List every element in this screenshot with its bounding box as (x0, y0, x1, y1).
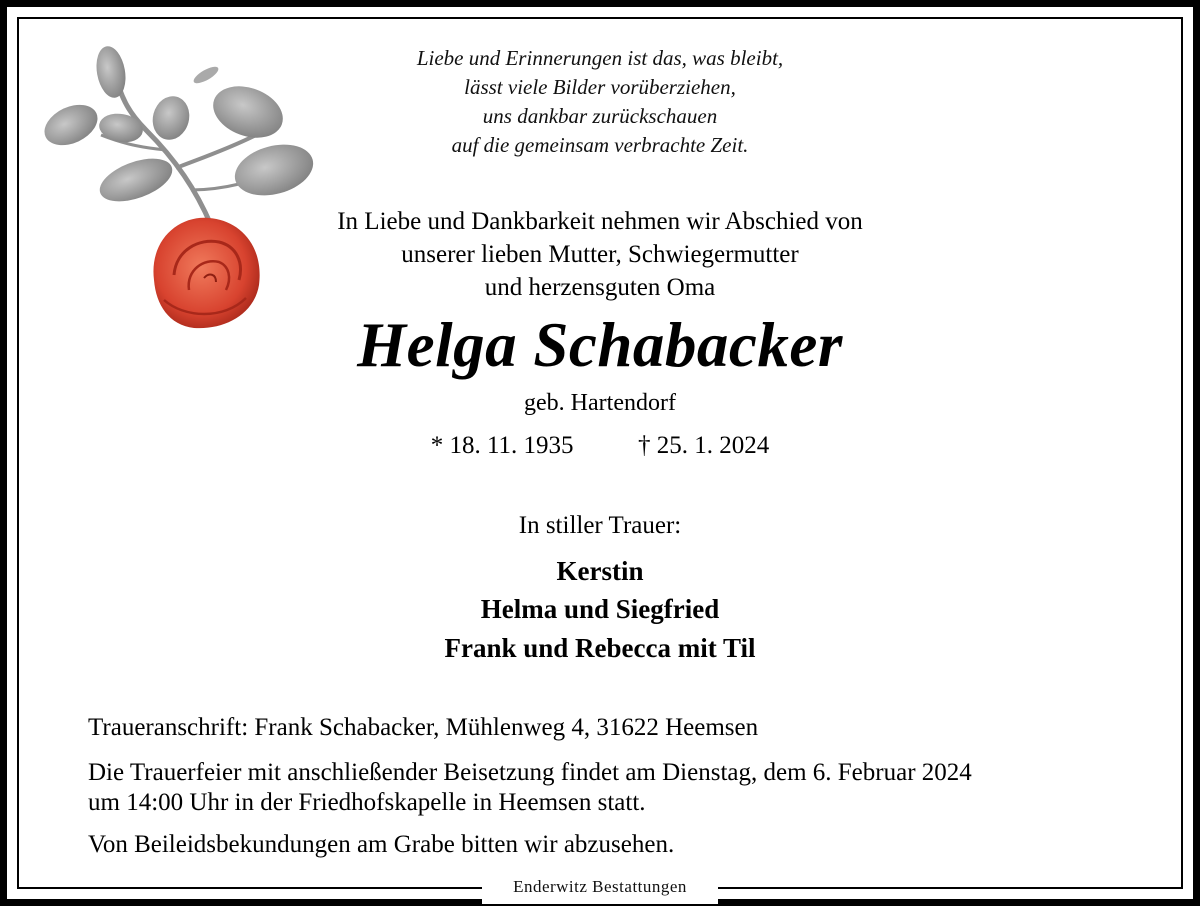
mourner-name: Frank und Rebecca mit Til (444, 633, 756, 663)
birth-name: geb. Hartendorf (524, 390, 676, 416)
mourning-address: Traueranschrift: Frank Schabacker, Mühlenweg 4, 31622 Heemsen (88, 714, 759, 741)
ceremony-info-line1: Die Trauerfeier mit anschließender Beisetzung findet am Dienstag, dem 6. Februar 2024 (88, 759, 972, 786)
footer (482, 872, 718, 904)
life-dates (0, 432, 1200, 460)
birth-date: * 18. 11. 1935 (430, 432, 574, 459)
death-date: † 25. 1. 2024 (638, 432, 770, 459)
mourners-heading: In stiller Trauer: (518, 512, 682, 539)
funeral-home-label: Enderwitz Bestattungen (513, 877, 687, 896)
ceremony-info-line2: um 14:00 Uhr in der Friedhofskapelle in Heemsen statt. (88, 789, 646, 816)
mourner-name: Kerstin (556, 556, 644, 586)
deceased-name: Helga Schabacker (357, 310, 843, 380)
poem-line: uns dankbar zurückschauen (482, 104, 718, 128)
poem-line: lässt viele Bilder vorüberziehen, (464, 75, 736, 99)
condolence-note: Von Beileidsbekundungen am Grabe bitten wir abzusehen. (88, 831, 675, 858)
intro-line: In Liebe und Dankbarkeit nehmen wir Abschied von (337, 208, 863, 235)
intro-line: unserer lieben Mutter, Schwiegermutter (401, 241, 799, 268)
poem-line: auf die gemeinsam verbrachte Zeit. (451, 133, 749, 157)
mourner-name: Helma und Siegfried (480, 594, 720, 624)
intro-line: und herzensguten Oma (484, 274, 716, 301)
poem-line: Liebe und Erinnerungen ist das, was bleibt, (416, 46, 784, 70)
